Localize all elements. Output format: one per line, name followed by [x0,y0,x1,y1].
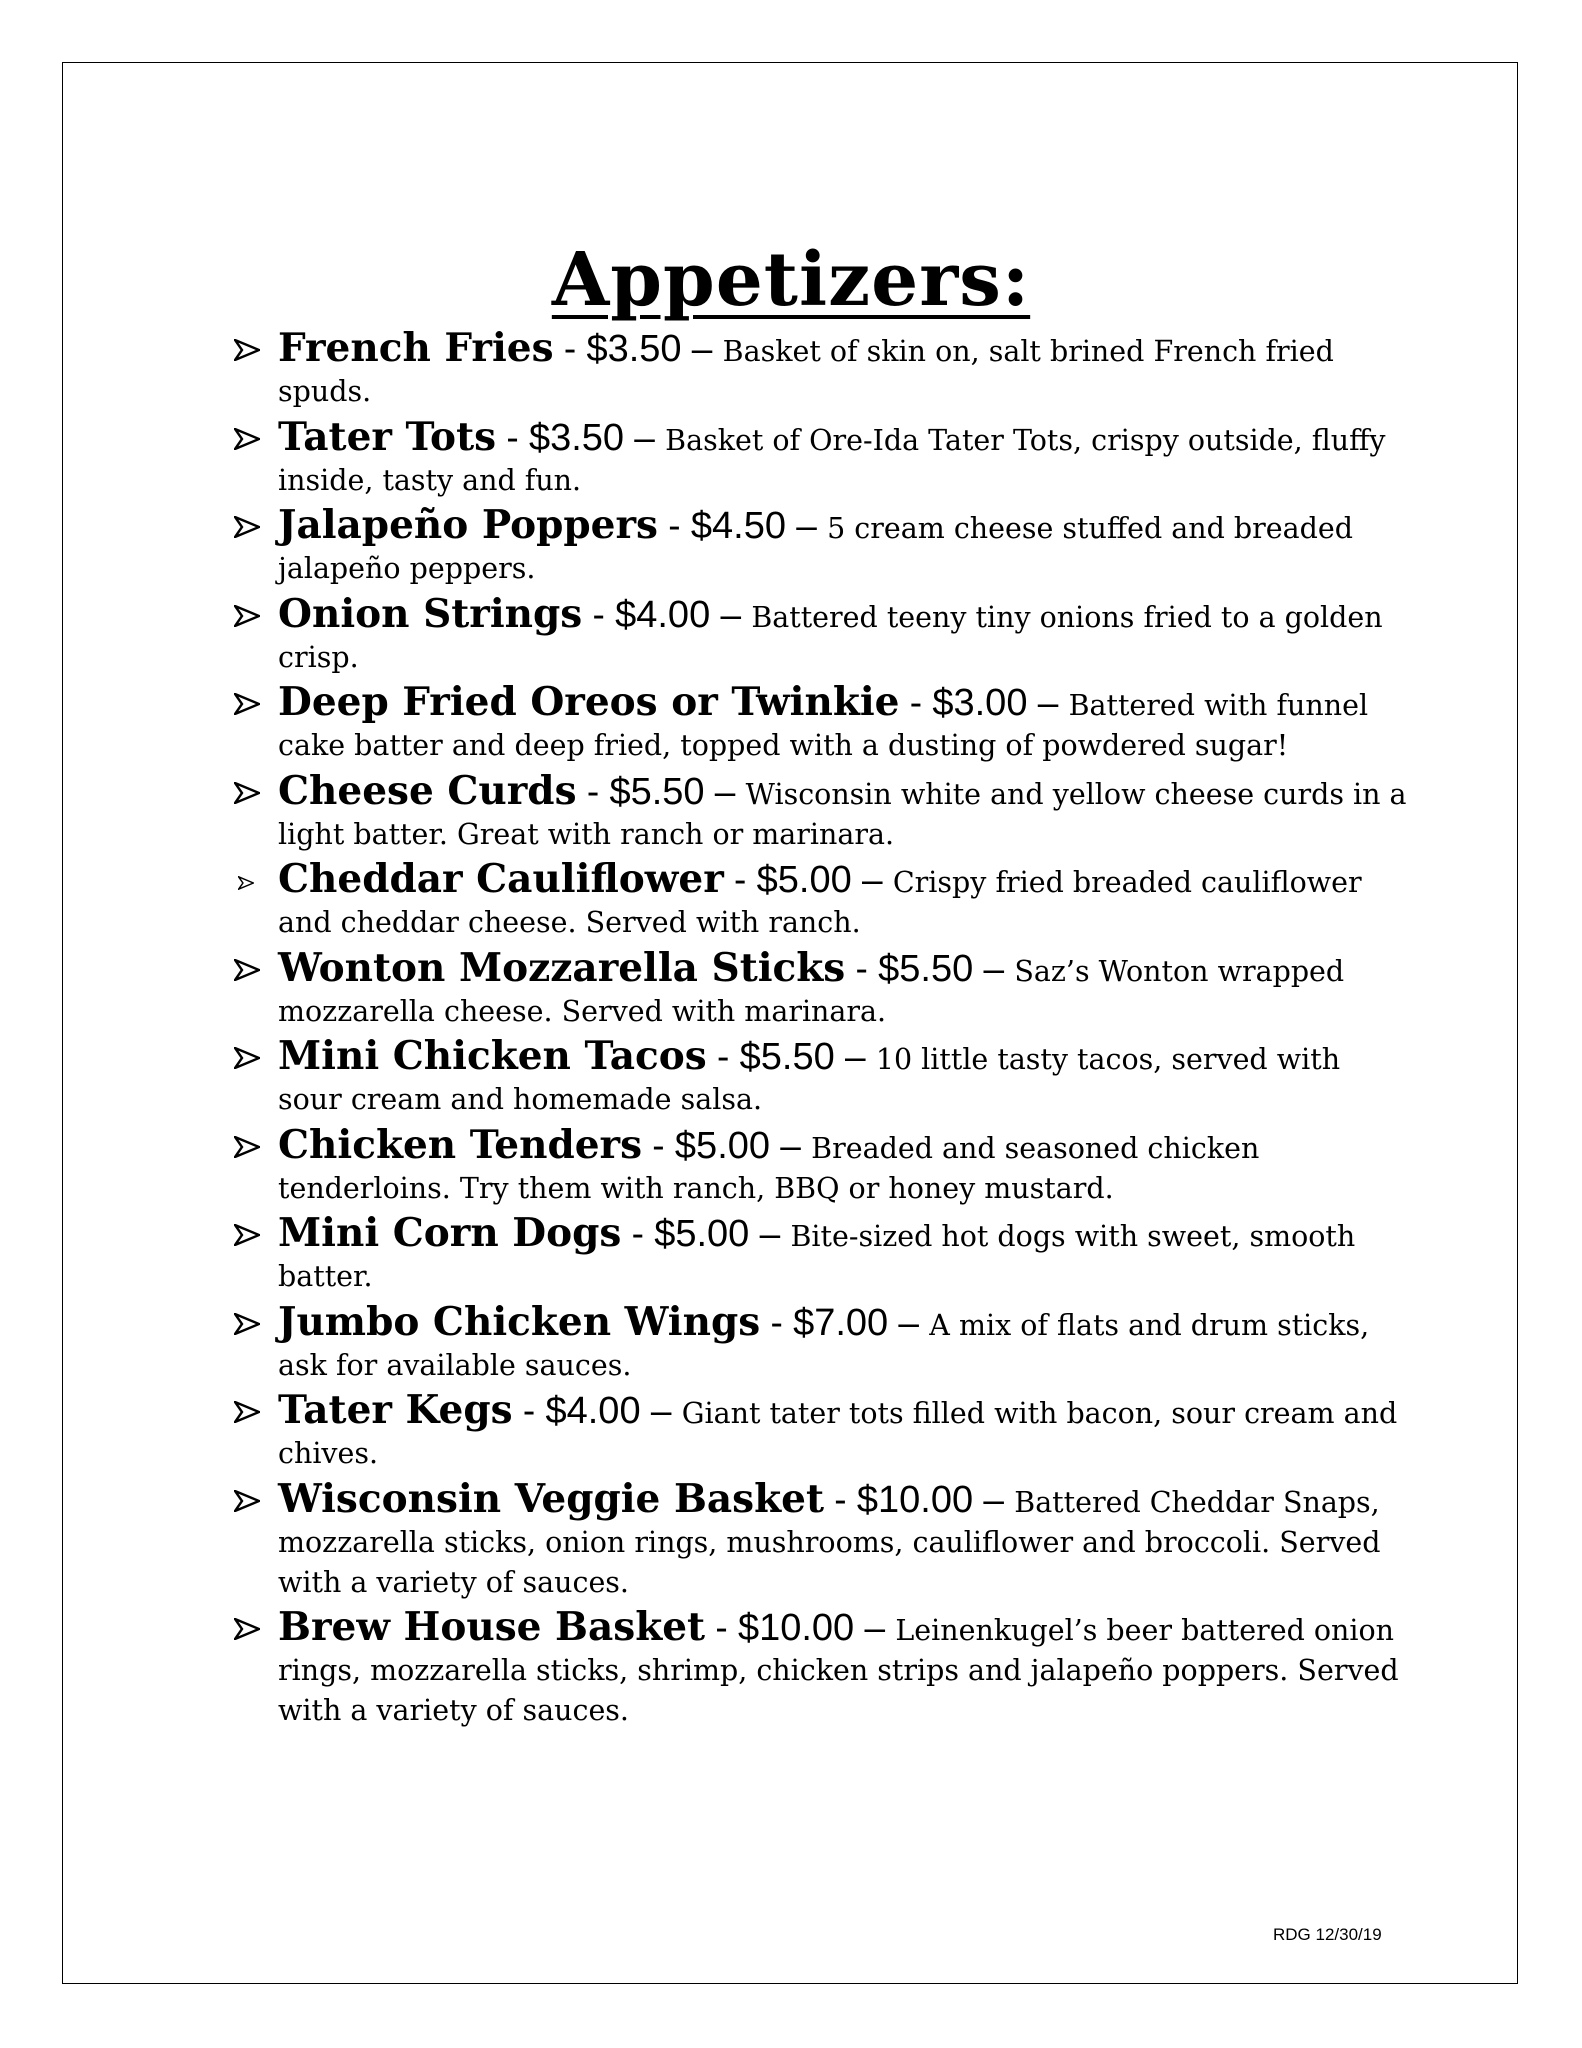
menu-item-separator: - [642,1124,675,1166]
menu-item-price: $10.00 [856,1478,974,1521]
menu-item-description: Battered Cheddar Snaps, mozzarella sticks, onion rings, mushrooms, cauliflower and broccoli. Served with a variety of sauces. [278,1485,1381,1599]
menu-item-name: Deep Fried Oreos or Twinkie [278,679,900,725]
menu-item-dash: – [973,947,1015,989]
menu-item-separator: - [576,770,610,812]
menu-item-description: Wisconsin white and yellow cheese curds in a light batter. Great with ranch or marinara. [278,777,1407,851]
menu-item [232,413,1412,501]
menu-item-dash: – [770,1124,812,1166]
arrowhead-bullet-icon [234,428,260,450]
menu-item [232,590,1412,678]
arrowhead-bullet-icon [234,605,260,627]
menu-item-dash: – [710,593,752,635]
arrowhead-bullet-icon [234,1490,260,1512]
menu-item [232,679,1412,766]
menu-item-price: $5.50 [609,770,705,813]
appetizer-list [232,325,1412,1736]
menu-item-name: Tater Kegs [278,1387,513,1433]
arrowhead-bullet-icon [234,1401,260,1423]
menu-item-name: French Fries [278,325,554,371]
menu-item-name: Jumbo Chicken Wings [278,1298,761,1345]
menu-item-price: $3.50 [528,416,625,459]
menu-item [232,1210,1412,1297]
menu-item-description: Battered teeny tiny onions fried to a golden crisp. [278,600,1383,674]
menu-item-name: Tater Tots [278,413,497,460]
menu-item-dash: – [1027,682,1069,723]
menu-item-separator: - [899,682,933,723]
arrowhead-bullet-icon [234,1047,260,1069]
menu-item-dash: – [785,505,828,546]
menu-item-name: Cheddar Cauliflower [278,856,724,902]
menu-item-price: $5.00 [674,1124,771,1167]
menu-item [232,1298,1412,1386]
menu-item-price: $5.00 [756,859,852,901]
arrowhead-bullet-icon [234,1618,260,1640]
menu-item-separator: - [845,947,879,989]
menu-item-description: Bite-sized hot dogs with sweet, smooth batter. [278,1220,1356,1293]
footer-code: RDG 12/30/19 [1273,1925,1382,1944]
menu-item [232,1604,1412,1731]
menu-item [232,1475,1412,1603]
menu-item-dash: – [624,416,666,458]
menu-item [232,767,1412,855]
menu-item-price: $10.00 [737,1607,855,1649]
menu-item [232,325,1412,412]
arrowhead-bullet-icon [234,693,260,715]
arrowhead-bullet-icon [234,1313,260,1335]
menu-item-separator: - [723,859,757,900]
menu-item-dash: – [973,1478,1015,1520]
menu-item-dash: – [681,328,723,369]
menu-item-price: $5.50 [878,947,974,990]
menu-item-name: Onion Strings [278,590,583,637]
arrowhead-bullet-icon [234,959,260,981]
menu-item-description: A mix of flats and drum sticks, ask for available sauces. [278,1308,1370,1382]
arrowhead-bullet-icon [234,1136,260,1158]
menu-item-price: $4.00 [615,593,711,636]
arrowhead-bullet-icon [238,876,254,890]
menu-item-price: $5.00 [654,1213,750,1255]
menu-item-description: Battered with funnel cake batter and deep fried, topped with a dusting of powdered sugar! [278,689,1369,762]
menu-item-name: Chicken Tenders [278,1121,643,1168]
menu-item-name: Brew House Basket [278,1604,706,1650]
arrowhead-bullet-icon [234,782,260,804]
menu-item-dash: – [854,1607,896,1648]
menu-item-price: $3.00 [932,682,1028,724]
menu-item-separator: - [621,1213,655,1254]
menu-item-name: Mini Corn Dogs [278,1210,622,1256]
arrowhead-bullet-icon [234,1224,260,1246]
menu-item [232,502,1412,589]
menu-item-name: Mini Chicken Tacos [278,1033,707,1079]
menu-item-dash: – [888,1301,930,1343]
menu-item-dash: – [851,859,893,900]
menu-item-description: 10 little tasty tacos, served with sour cream and homemade salsa. [278,1043,1341,1116]
menu-item-price: $5.50 [739,1036,835,1078]
menu-item-price: $3.50 [586,328,682,370]
menu-item-description: Leinenkugel’s beer battered onion rings, mozzarella sticks, shrimp, chicken strips and jalapeño poppers. Served with a variety of sauces. [278,1614,1399,1727]
menu-item-description: Breaded and seasoned chicken tenderloins. Try them with ranch, BBQ or honey mustard. [278,1131,1260,1205]
menu-item-separator: - [705,1607,738,1648]
menu-item [232,1121,1412,1209]
menu-item-price: $4.50 [690,505,786,547]
menu-item [232,944,1412,1032]
menu-item-name: Cheese Curds [278,767,577,814]
menu-item-separator: - [706,1036,740,1077]
menu-item-price: $4.00 [545,1390,641,1432]
arrowhead-bullet-icon [234,339,260,361]
menu-item-dash: – [640,1390,682,1431]
menu-item-description: Giant tater tots filled with bacon, sour cream and chives. [278,1397,1398,1470]
arrowhead-bullet-icon [234,516,260,538]
menu-item-separator: - [823,1478,857,1520]
menu-item [232,1387,1412,1474]
menu-item-name: Wonton Mozzarella Sticks [278,944,846,991]
menu-item-separator: - [657,505,691,546]
menu-item-description: 5 cream cheese stuffed and breaded jalapeño peppers. [278,512,1354,585]
menu-item-name: Wisconsin Veggie Basket [278,1475,824,1522]
menu-item-separator: - [582,593,616,635]
menu-item-separator: - [553,328,587,369]
menu-item-description: Basket of skin on, salt brined French fried spuds. [278,335,1334,408]
menu-item-dash: – [834,1036,876,1077]
menu-item-dash: – [749,1213,791,1254]
menu-item-separator: - [760,1301,794,1343]
menu-item-price: $7.00 [793,1301,889,1344]
menu-item-name: Jalapeño Poppers [278,502,658,548]
menu-item-description: Basket of Ore-Ida Tater Tots, crispy outside, fluffy inside, tasty and fun. [278,423,1386,497]
page-title-text: Appetizers: [551,236,1031,323]
menu-item-separator: - [512,1390,546,1431]
menu-item-separator: - [496,416,529,458]
page-title [0,235,1582,325]
menu-item-description: Crispy fried breaded cauliflower and cheddar cheese. Served with ranch. [278,866,1362,939]
menu-item-description: Saz’s Wonton wrapped mozzarella cheese. Served with marinara. [278,954,1345,1028]
menu-item [232,856,1412,943]
menu-item [232,1033,1412,1120]
menu-item-dash: – [704,770,746,812]
